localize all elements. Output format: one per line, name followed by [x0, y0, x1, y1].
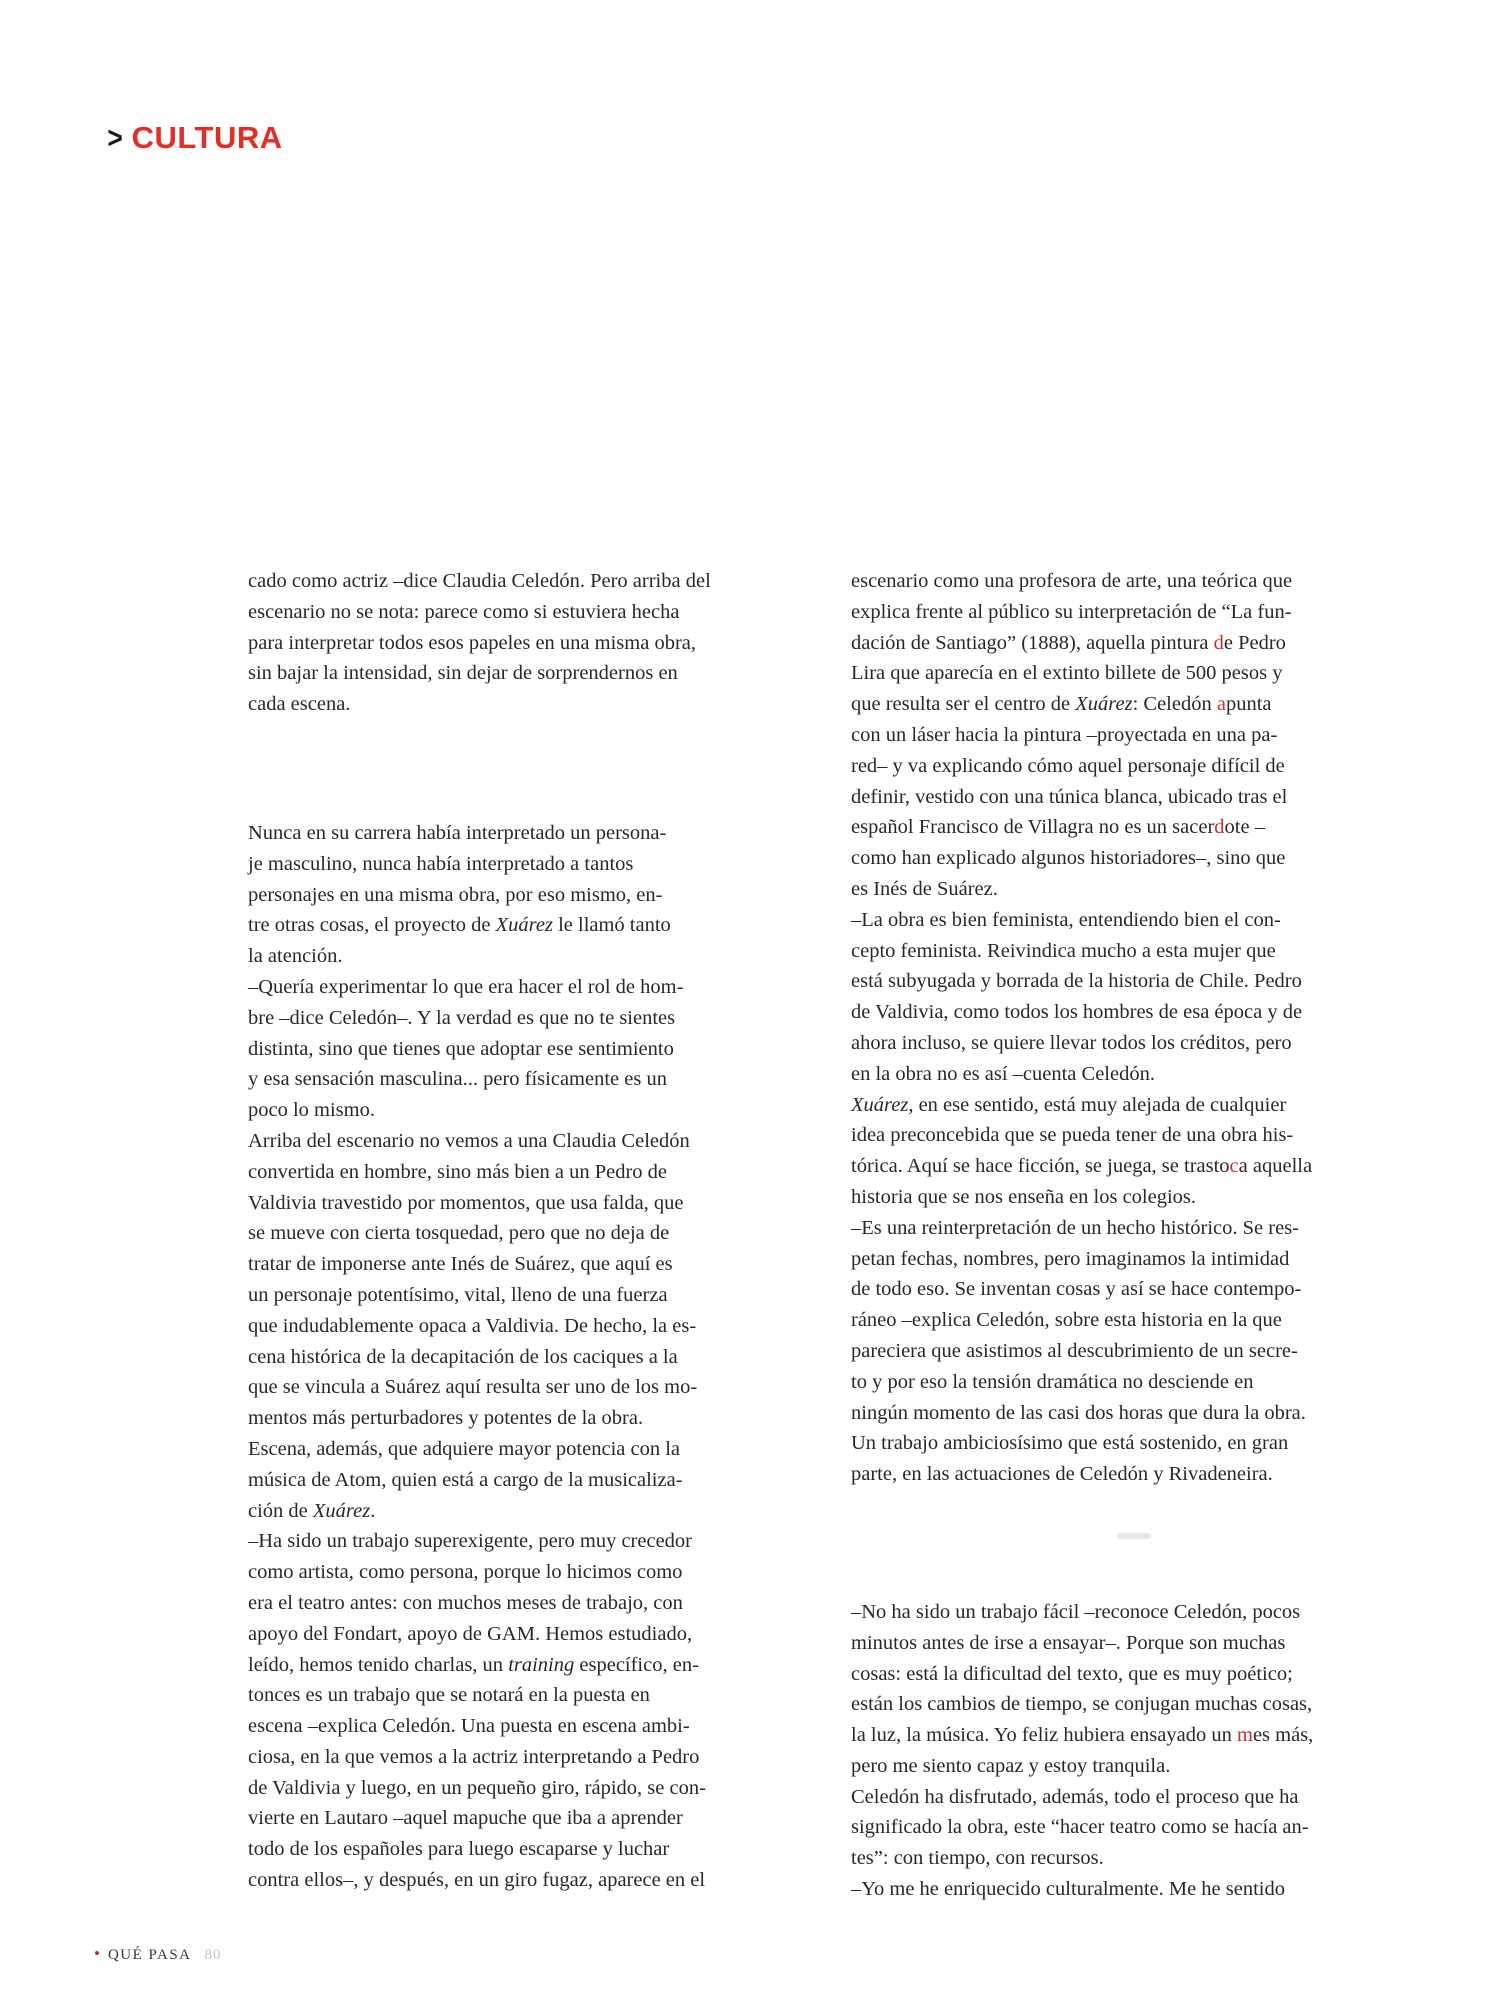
body-text: era el teatro antes: con muchos meses de trabajo, con — [248, 1591, 683, 1614]
body-text: –Ha sido un trabajo superexigente, pero muy crecedor — [248, 1530, 693, 1553]
text-line — [248, 1803, 833, 1834]
text-line — [851, 1812, 1436, 1843]
text-line — [851, 689, 1436, 720]
body-text: música de Atom, quien está a cargo de la musicaliza- — [248, 1468, 683, 1491]
body-text: leído, hemos tenido charlas, un — [248, 1653, 509, 1676]
red-tinted-letter: d — [1214, 816, 1225, 839]
body-text: en la obra no es así –cuenta Celedón. — [851, 1062, 1155, 1085]
red-tinted-letter: m — [1236, 1724, 1253, 1747]
section-title: CULTURA — [131, 120, 283, 155]
body-text: como han explicado algunos historiadores–, sino que — [851, 847, 1286, 870]
text-line — [851, 1059, 1436, 1090]
body-text: para interpretar todos esos papeles en una misma obra, — [248, 631, 696, 654]
body-text: Arriba del escenario no vemos a una Claudia Celedón — [248, 1129, 690, 1152]
text-line — [851, 1305, 1436, 1336]
body-text: convertida en hombre, sino más bien a un Pedro de — [248, 1160, 667, 1183]
body-text: que se vincula a Suárez aquí resulta ser uno de los mo- — [248, 1376, 698, 1399]
body-text: es Inés de Suárez. — [851, 877, 998, 900]
body-text: distinta, sino que tienes que adoptar ese sentimiento — [248, 1037, 674, 1060]
body-text: tórica. Aquí se hace ficción, se juega, se trasto — [851, 1155, 1230, 1178]
bullet-icon: • — [94, 1944, 100, 1963]
body-text: : Celedón — [1132, 693, 1217, 716]
text-line — [851, 1336, 1436, 1367]
paragraph-block — [248, 818, 833, 1896]
body-text: y esa sensación masculina... pero físicamente es un — [248, 1068, 667, 1091]
text-line — [248, 818, 833, 849]
italic-text: Xuárez — [312, 1499, 371, 1522]
text-line — [851, 720, 1436, 751]
body-text: todo de los españoles para luego escaparse y luchar — [248, 1838, 670, 1861]
text-line — [248, 1003, 833, 1034]
italic-text: Xuárez — [495, 914, 553, 937]
article-column-right — [851, 566, 1436, 1905]
italic-text: Xuárez — [1075, 693, 1133, 716]
text-line — [851, 1659, 1436, 1690]
text-line — [248, 1280, 833, 1311]
body-text: que resulta ser el centro de — [851, 693, 1076, 716]
text-line — [248, 1311, 833, 1342]
text-line — [851, 1720, 1436, 1751]
section-header — [106, 121, 283, 155]
text-line — [851, 1689, 1436, 1720]
text-line — [248, 689, 833, 720]
text-line — [248, 972, 833, 1003]
body-text: están los cambios de tiempo, se conjugan muchas cosas, — [851, 1693, 1313, 1716]
text-line — [851, 812, 1436, 843]
body-text: petan fechas, nombres, pero imaginamos la intimidad — [851, 1247, 1290, 1270]
text-line — [851, 1367, 1436, 1398]
body-text: explica frente al público su interpretación de “La fun- — [851, 600, 1292, 623]
body-text: punta — [1225, 693, 1272, 716]
text-line — [248, 658, 833, 689]
text-line — [851, 905, 1436, 936]
body-text: tes”: con tiempo, con recursos. — [851, 1847, 1104, 1870]
text-line — [851, 628, 1436, 659]
body-text: mentos más perturbadores y potentes de la obra. — [248, 1407, 644, 1430]
body-text: a aquella — [1238, 1155, 1313, 1178]
text-line — [248, 1188, 833, 1219]
body-text: Un trabajo ambiciosísimo que está sostenido, en gran — [851, 1432, 1289, 1455]
text-line — [851, 1428, 1436, 1459]
text-line — [248, 1619, 833, 1650]
text-line — [248, 1834, 833, 1865]
italic-text: training — [508, 1653, 575, 1676]
body-text: , en ese sentido, está muy alejada de cualquier — [908, 1093, 1287, 1116]
body-text: ote – — [1224, 816, 1265, 839]
page-number: 80 — [204, 1947, 222, 1963]
body-text: to y por eso la tensión dramática no desciende en — [851, 1370, 1254, 1393]
text-line — [851, 1182, 1436, 1213]
body-text: idea preconcebida que se pueda tener de una obra his- — [851, 1124, 1294, 1147]
text-line — [248, 1680, 833, 1711]
italic-text: Xuárez — [851, 1093, 909, 1116]
body-text: personajes en una misma obra, por eso mismo, en- — [248, 883, 663, 906]
body-text: je masculino, nunca había interpretado a tantos — [248, 852, 634, 875]
text-line — [851, 1751, 1436, 1782]
body-text: sin bajar la intensidad, sin dejar de sorprendernos en — [248, 662, 678, 685]
text-line — [851, 1874, 1436, 1905]
body-text: ningún momento de las casi dos horas que dura la obra. — [851, 1401, 1306, 1424]
text-line — [248, 566, 833, 597]
body-text: Nunca en su carrera había interpretado un persona- — [248, 821, 667, 844]
body-text: de todo eso. Se inventan cosas y así se hace contempo- — [851, 1278, 1302, 1301]
text-line — [248, 1342, 833, 1373]
text-line — [248, 1773, 833, 1804]
text-line — [248, 1650, 833, 1681]
text-line — [248, 1496, 833, 1527]
text-line — [851, 874, 1436, 905]
body-text: español Francisco de Villagra no es un sacer — [851, 816, 1215, 839]
body-text: apoyo del Fondart, apoyo de GAM. Hemos estudiado, — [248, 1622, 693, 1645]
body-text: –Es una reinterpretación de un hecho histórico. Se res- — [851, 1216, 1299, 1239]
body-text: historia que se nos enseña en los colegios. — [851, 1185, 1197, 1208]
body-text: bre –dice Celedón–. Y la verdad es que no te sientes — [248, 1006, 676, 1029]
body-text: dación de Santiago” (1888), aquella pintura — [851, 631, 1214, 654]
text-line — [248, 941, 833, 972]
red-tinted-letter: a — [1216, 693, 1226, 716]
text-line — [248, 910, 833, 941]
body-text: red– y va explicando cómo aquel personaje difícil de — [851, 754, 1285, 777]
text-line — [248, 1034, 833, 1065]
body-text: –Yo me he enriquecido culturalmente. Me he sentido — [851, 1878, 1286, 1901]
text-line — [851, 1120, 1436, 1151]
body-text: la atención. — [248, 945, 343, 968]
text-line — [248, 1372, 833, 1403]
text-line — [851, 1597, 1436, 1628]
paragraph-block — [851, 566, 1436, 1490]
text-line — [248, 1588, 833, 1619]
body-text: Celedón ha disfrutado, además, todo el proceso que ha — [851, 1785, 1299, 1808]
paragraph-block — [248, 566, 833, 720]
text-line — [248, 1218, 833, 1249]
text-line — [851, 843, 1436, 874]
text-line — [851, 1090, 1436, 1121]
text-line — [851, 1843, 1436, 1874]
body-text: se mueve con cierta tosquedad, pero que no deja de — [248, 1222, 670, 1245]
magazine-name: QUÉ PASA — [107, 1947, 192, 1963]
body-text: minutos antes de irse a ensayar–. Porque son muchas — [851, 1631, 1286, 1654]
body-text: ahora incluso, se quiere llevar todos los créditos, pero — [851, 1031, 1292, 1054]
text-line — [248, 597, 833, 628]
body-text: de Valdivia y luego, en un pequeño giro, rápido, se con- — [248, 1776, 706, 1799]
body-text: –La obra es bien feminista, entendiendo bien el con- — [851, 908, 1281, 931]
text-line — [851, 597, 1436, 628]
body-text: Valdivia travestido por momentos, que usa falda, que — [248, 1191, 684, 1214]
body-text: Lira que aparecía en el extinto billete de 500 pesos y — [851, 662, 1283, 685]
text-line — [248, 1249, 833, 1280]
body-text: cepto feminista. Reivindica mucho a esta mujer que — [851, 939, 1276, 962]
body-text: que indudablemente opaca a Valdivia. De hecho, la es- — [248, 1314, 697, 1337]
text-line — [851, 1028, 1436, 1059]
body-text: definir, vestido con una túnica blanca, ubicado tras el — [851, 785, 1288, 808]
body-text: con un láser hacia la pintura –proyectada en una pa- — [851, 723, 1278, 746]
text-line — [851, 966, 1436, 997]
red-tinted-letter: d — [1213, 631, 1224, 654]
text-line — [851, 997, 1436, 1028]
text-line — [851, 1213, 1436, 1244]
body-text: –No ha sido un trabajo fácil –reconoce Celedón, pocos — [851, 1600, 1301, 1623]
body-text: pero me siento capaz y estoy tranquila. — [851, 1754, 1171, 1777]
text-line — [851, 1398, 1436, 1429]
body-text: escena –explica Celedón. Una puesta en escena ambi- — [248, 1715, 690, 1738]
body-text: ráneo –explica Celedón, sobre esta historia en la que — [851, 1309, 1282, 1332]
body-text: pareciera que asistimos al descubrimiento de un secre- — [851, 1339, 1298, 1362]
body-text: vierte en Lautaro –aquel mapuche que iba a aprender — [248, 1807, 683, 1830]
body-text: específico, en- — [574, 1653, 699, 1676]
body-text: cada escena. — [248, 693, 351, 716]
text-line — [248, 1434, 833, 1465]
body-text: le llamó tanto — [552, 914, 671, 937]
text-line — [851, 566, 1436, 597]
body-text: e Pedro — [1223, 631, 1286, 654]
body-text: tonces es un trabajo que se notará en la puesta en — [248, 1684, 650, 1707]
text-line — [851, 1782, 1436, 1813]
text-line — [851, 658, 1436, 689]
body-text: es más, — [1252, 1724, 1314, 1747]
body-text: escenario como una profesora de arte, una teórica que — [851, 570, 1293, 592]
text-line — [248, 1403, 833, 1434]
text-line — [851, 1274, 1436, 1305]
text-line — [851, 1151, 1436, 1182]
body-text: cado como actriz –dice Claudia Celedón. Pero arriba del — [248, 570, 711, 592]
text-line — [248, 1557, 833, 1588]
body-text: ción de — [248, 1499, 313, 1522]
text-line — [248, 1095, 833, 1126]
text-line — [248, 1742, 833, 1773]
body-text: cosas: está la dificultad del texto, que es muy poético; — [851, 1662, 1293, 1685]
text-line — [248, 1157, 833, 1188]
body-text: ciosa, en la que vemos a la actriz interpretando a Pedro — [248, 1745, 700, 1768]
faint-divider-mark — [1117, 1533, 1151, 1539]
body-text: tratar de imponerse ante Inés de Suárez, que aquí es — [248, 1253, 673, 1276]
body-text: parte, en las actuaciones de Celedón y Rivadeneira. — [851, 1463, 1273, 1486]
body-text: Escena, además, que adquiere mayor potencia con la — [248, 1437, 681, 1460]
text-line — [851, 751, 1436, 782]
text-line — [248, 1865, 833, 1896]
red-tinted-letter: c — [1229, 1155, 1239, 1178]
body-text: de Valdivia, como todos los hombres de esa época y de — [851, 1001, 1303, 1024]
body-text: tre otras cosas, el proyecto de — [248, 914, 496, 937]
body-text: cena histórica de la decapitación de los caciques a la — [248, 1345, 678, 1368]
text-line — [248, 1126, 833, 1157]
body-text: como artista, como persona, porque lo hicimos como — [248, 1561, 683, 1584]
body-text: está subyugada y borrada de la historia de Chile. Pedro — [851, 970, 1302, 993]
page-footer — [94, 1944, 222, 1964]
body-text: poco lo mismo. — [248, 1099, 375, 1122]
body-text: significado la obra, este “hacer teatro como se hacía an- — [851, 1816, 1309, 1839]
text-line — [248, 1526, 833, 1557]
text-line — [248, 849, 833, 880]
text-line — [851, 936, 1436, 967]
text-line — [851, 1459, 1436, 1490]
text-line — [851, 782, 1436, 813]
text-line — [851, 1628, 1436, 1659]
body-text: . — [370, 1499, 376, 1522]
body-text: escenario no se nota: parece como si estuviera hecha — [248, 600, 680, 623]
article-column-left — [248, 566, 833, 1896]
body-text: contra ellos–, y después, en un giro fugaz, aparece en el — [248, 1869, 706, 1892]
chevron-right-icon: > — [107, 120, 124, 155]
text-line — [248, 880, 833, 911]
paragraph-block — [851, 1597, 1436, 1905]
text-line — [851, 1244, 1436, 1275]
text-line — [248, 1465, 833, 1496]
text-line — [248, 1064, 833, 1095]
body-text: –Quería experimentar lo que era hacer el rol de hom- — [248, 975, 684, 998]
body-text: la luz, la música. Yo feliz hubiera ensayado un — [851, 1724, 1237, 1747]
body-text: un personaje potentísimo, vital, lleno de una fuerza — [248, 1283, 668, 1306]
text-line — [248, 628, 833, 659]
text-line — [248, 1711, 833, 1742]
